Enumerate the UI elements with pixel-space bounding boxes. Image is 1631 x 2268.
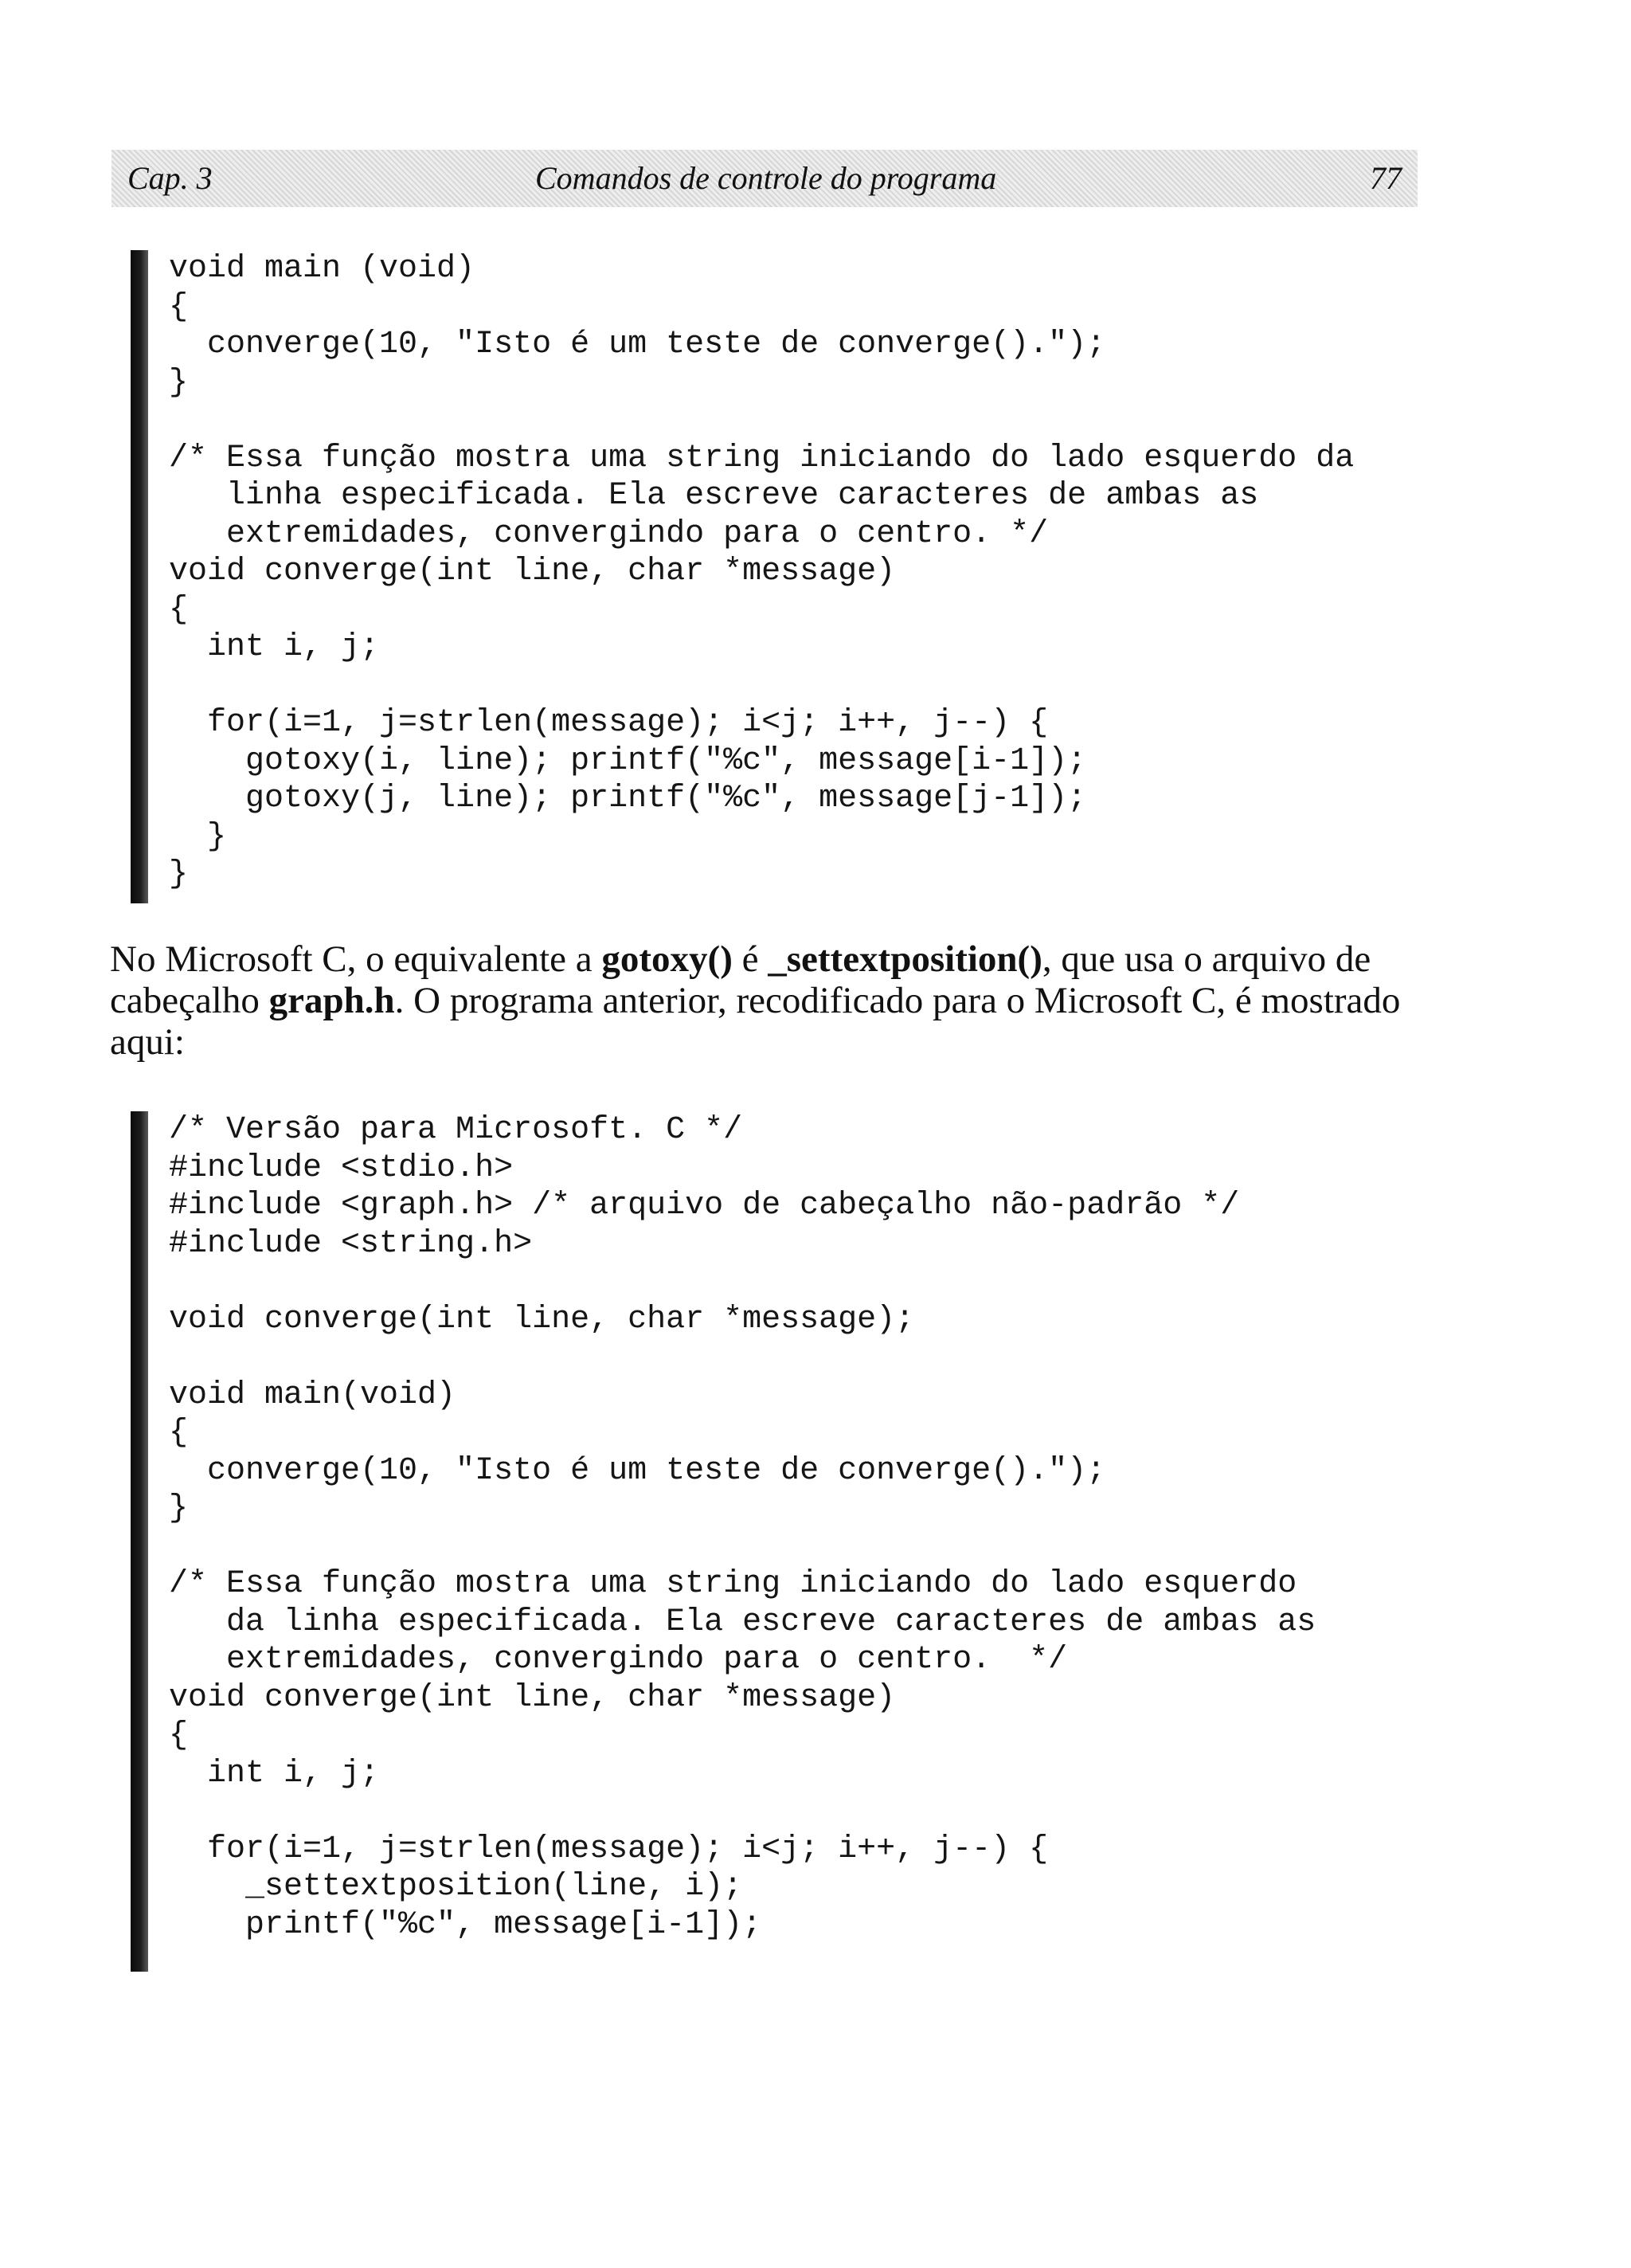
code-line: {	[169, 1718, 189, 1753]
code-line: }	[169, 856, 189, 892]
code-line: gotoxy(i, line); printf("%c", message[i-1]);	[169, 742, 1087, 779]
code-line: for(i=1, j=strlen(message); i<j; i++, j--) {	[169, 1831, 1049, 1867]
code-line: }	[169, 364, 189, 401]
code-line	[169, 667, 1484, 705]
code-line: int i, j;	[169, 1755, 380, 1792]
code-line: gotoxy(j, line); printf("%c", message[j-1]);	[169, 781, 1087, 817]
page-number: 77	[1370, 160, 1402, 196]
chapter-title: Comandos de controle do programa	[535, 160, 997, 196]
code-lines	[169, 1111, 1484, 1944]
code-line	[169, 1792, 1484, 1831]
code-line: for(i=1, j=strlen(message); i<j; i++, j--) {	[169, 705, 1049, 741]
body-paragraph	[110, 938, 1424, 1063]
code-line: _settextposition(line, i);	[169, 1869, 743, 1905]
function-name-settextposition: _settextposition()	[768, 938, 1042, 980]
code-line: #include <stdio.h>	[169, 1150, 514, 1186]
function-name-gotoxy: gotoxy()	[601, 938, 733, 980]
running-header	[111, 150, 1418, 207]
code-line	[169, 1263, 1484, 1301]
code-lines	[169, 250, 1484, 894]
code-line: {	[169, 1415, 189, 1451]
code-line: printf("%c", message[i-1]);	[169, 1906, 762, 1943]
code-line: void converge(int line, char *message)	[169, 1679, 896, 1716]
code-line: /* Versão para Microsoft. C */	[169, 1112, 743, 1148]
code-line: }	[169, 1490, 189, 1526]
code-line: extremidades, convergindo para o centro. */	[169, 1642, 1068, 1678]
code-line: void converge(int line, char *message);	[169, 1301, 915, 1338]
code-listing-1	[131, 250, 1484, 903]
code-line: int i, j;	[169, 629, 380, 665]
code-line	[169, 1338, 1484, 1377]
code-line: void main(void)	[169, 1377, 456, 1413]
paragraph-text: , que usa o arquivo de cabeçalho	[110, 938, 1371, 1021]
header-file-name: graph.h	[268, 980, 395, 1021]
code-line: }	[169, 818, 227, 855]
paragraph-text: . O programa anterior, recodificado para o Microsoft C, é mostrado aqui:	[110, 980, 1401, 1063]
paragraph-text: é	[732, 938, 769, 980]
code-line: {	[169, 591, 189, 628]
code-line: da linha especificada. Ela escreve caracteres de ambas as	[169, 1604, 1316, 1640]
code-line	[169, 1528, 1484, 1566]
code-line: {	[169, 288, 189, 325]
code-line: converge(10, "Isto é um teste de converge().");	[169, 327, 1106, 362]
code-line: converge(10, "Isto é um teste de converge().");	[169, 1452, 1106, 1489]
code-line: linha especificada. Ela escreve caracteres de ambas as	[169, 478, 1259, 514]
code-line: extremidades, convergindo para o centro. */	[169, 515, 1049, 552]
chapter-label: Cap. 3	[127, 160, 213, 196]
code-listing-2	[131, 1111, 1484, 1972]
code-line: #include <string.h>	[169, 1225, 533, 1262]
code-margin-bar	[131, 250, 148, 903]
code-line: void converge(int line, char *message)	[169, 554, 896, 590]
code-line: #include <graph.h> /* arquivo de cabeçalho não-padrão */	[169, 1188, 1240, 1224]
code-line: /* Essa função mostra uma string iniciando do lado esquerdo da	[169, 440, 1355, 476]
code-line: void main (void)	[169, 251, 475, 287]
code-line	[169, 402, 1484, 440]
code-line: /* Essa função mostra uma string iniciando do lado esquerdo	[169, 1566, 1297, 1602]
paragraph-text: No Microsoft C, o equivalente a	[110, 938, 602, 980]
code-margin-bar	[131, 1111, 148, 1972]
